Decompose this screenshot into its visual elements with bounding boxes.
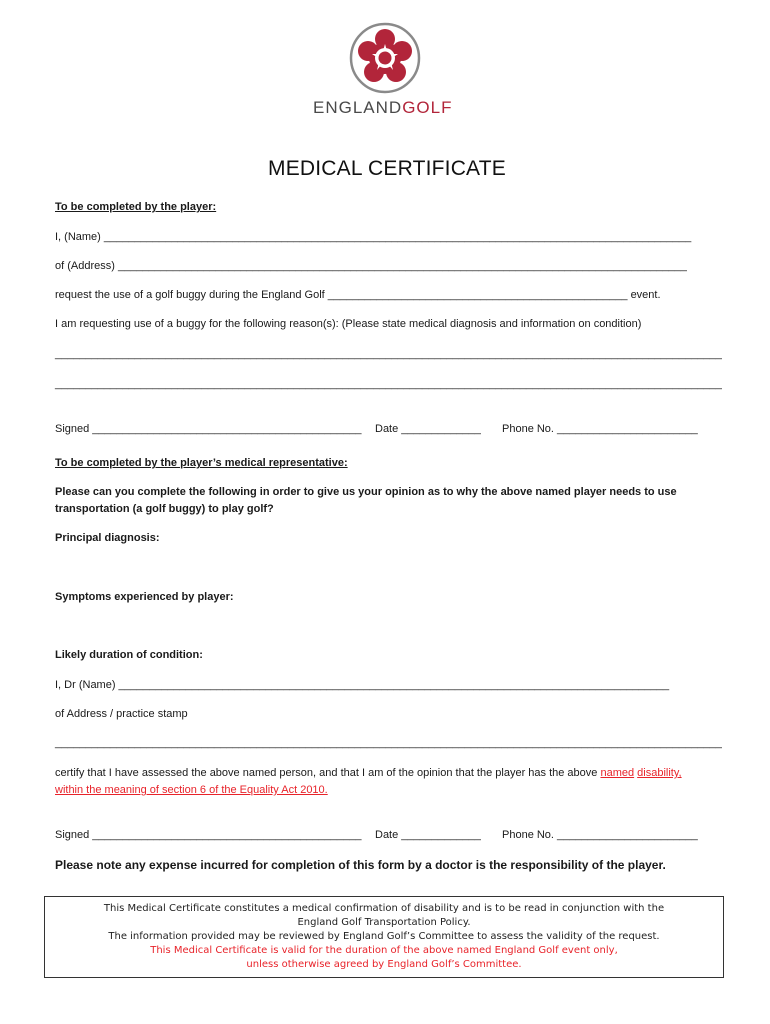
notice-line-5: unless otherwise agreed by England Golf’s Committee. — [246, 959, 522, 970]
practice-address-label: of Address / practice stamp — [55, 708, 188, 720]
certify-named-link[interactable]: named — [600, 767, 635, 779]
page-title: MEDICAL CERTIFICATE — [268, 157, 506, 180]
notice-line-3: The information provided may be reviewed by England Golf’s Committee to assess the validity of the request. — [108, 931, 660, 942]
symptoms-label: Symptoms experienced by player: — [55, 591, 234, 603]
reason-line-2[interactable]: _____________________________________________________________________________________________________________ — [55, 378, 722, 390]
player-phone-field[interactable]: Phone No. _______________________ — [502, 423, 698, 435]
doctor-phone-field[interactable]: Phone No. _______________________ — [502, 829, 698, 841]
brand-name-england: ENGLAND — [313, 98, 403, 117]
medical-section-heading: To be completed by the player’s medical representative: — [55, 457, 348, 469]
reason-prompt: I am requesting use of a buggy for the following reason(s): (Please state medical diagnosis and information on condition) — [55, 318, 642, 330]
player-address-field[interactable]: of (Address) _____________________________________________________________________________________________ — [55, 260, 687, 272]
expense-note: Please note any expense incurred for completion of this form by a doctor is the responsibility of the player. — [55, 858, 666, 872]
player-name-field[interactable]: I, (Name) ________________________________________________________________________________________________ — [55, 231, 692, 243]
doctor-signed-field[interactable]: Signed ____________________________________________ — [55, 829, 362, 841]
player-signed-field[interactable]: Signed ____________________________________________ — [55, 423, 362, 435]
notice-line-4: This Medical Certificate is valid for the duration of the above named England Golf event only, — [150, 945, 618, 956]
notice-line-2: England Golf Transportation Policy. — [297, 917, 471, 928]
reason-line-1[interactable]: _____________________________________________________________________________________________________________ — [55, 348, 722, 360]
certify-text — [55, 765, 705, 799]
notice-box — [44, 896, 724, 978]
medical-request-text: Please can you complete the following in order to give us your opinion as to why the above named player needs to use transportation (a golf buggy) to play golf? — [55, 486, 677, 515]
principal-diagnosis-label: Principal diagnosis: — [55, 532, 160, 544]
practice-address-line[interactable]: _____________________________________________________________________________________________________________ — [55, 737, 722, 749]
tudor-rose-icon — [340, 22, 430, 94]
equality-act-link[interactable]: disability, within the meaning of section 6 of the Equality Act 2010. — [55, 767, 682, 796]
notice-line-1: This Medical Certificate constitutes a medical confirmation of disability and is to be read in conjunction with the — [103, 903, 665, 914]
player-section-heading: To be completed by the player: — [55, 201, 217, 213]
player-date-field[interactable]: Date _____________ — [375, 423, 481, 435]
england-golf-logo — [340, 22, 430, 94]
brand-wordmark — [313, 98, 452, 118]
doctor-date-field[interactable]: Date _____________ — [375, 829, 481, 841]
doctor-name-field[interactable]: I, Dr (Name) __________________________________________________________________________________________ — [55, 679, 670, 691]
brand-name-golf: GOLF — [402, 98, 453, 117]
event-field[interactable]: request the use of a golf buggy during the England Golf _________________________________________________ event. — [55, 289, 661, 301]
certify-statement: certify that I have assessed the above named person, and that I am of the opinion that the player has the above — [55, 767, 598, 779]
duration-label: Likely duration of condition: — [55, 649, 203, 661]
